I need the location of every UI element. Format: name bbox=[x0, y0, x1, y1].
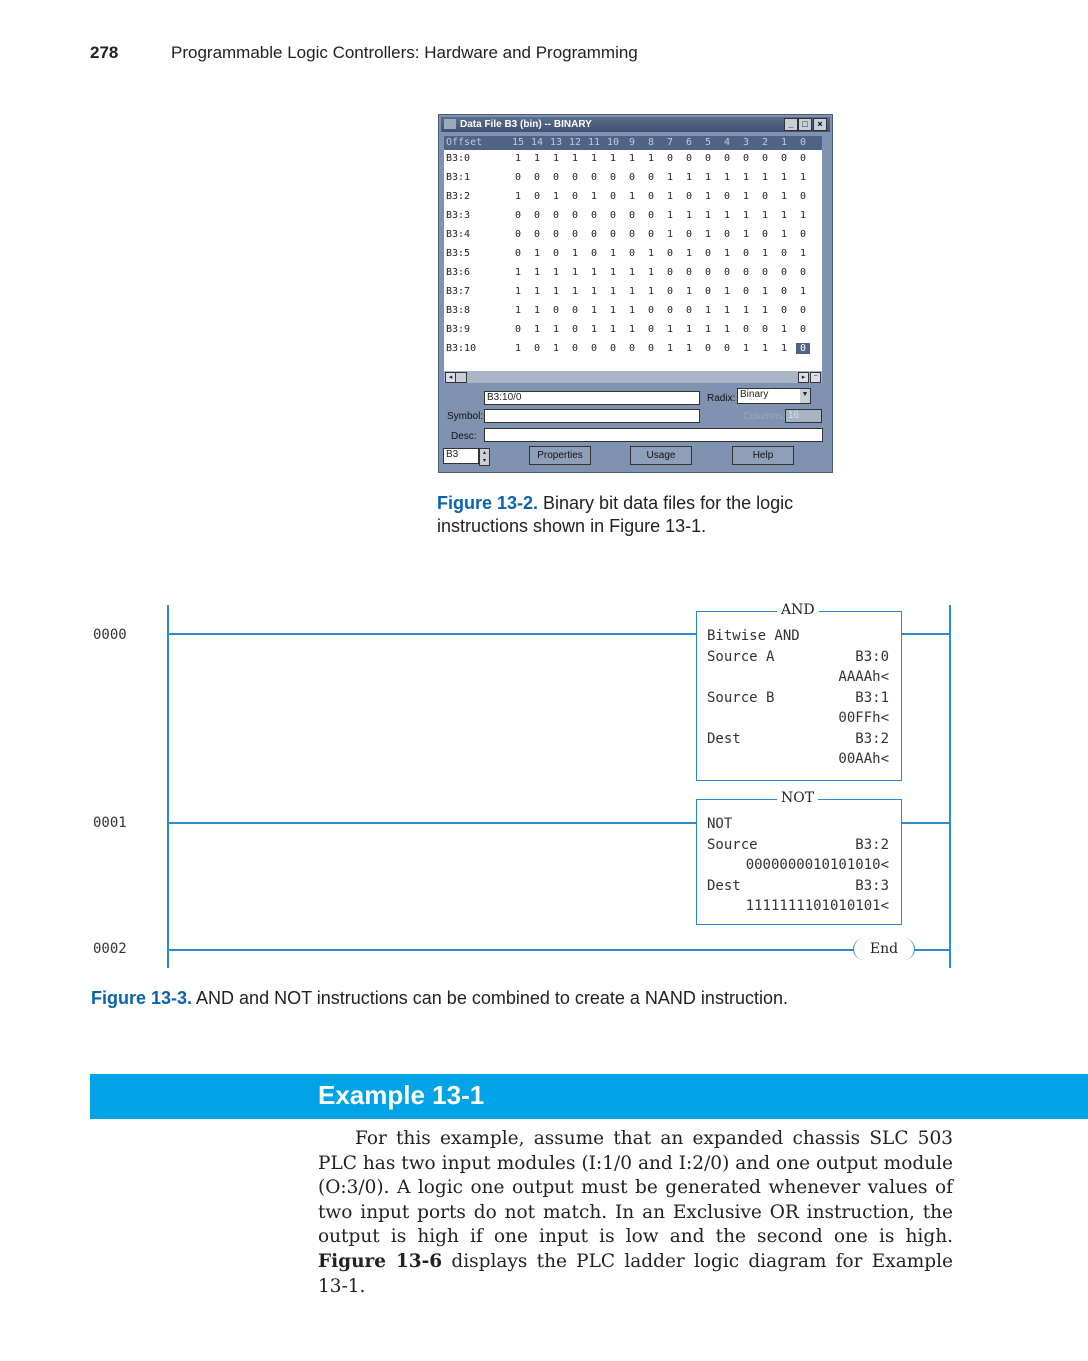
bit-cell[interactable]: 1 bbox=[723, 324, 731, 335]
bit-cell[interactable]: 1 bbox=[571, 248, 579, 259]
param-value: B3:2 bbox=[855, 836, 889, 853]
bit-cell[interactable]: 1 bbox=[533, 267, 541, 278]
bit-cell[interactable]: 1 bbox=[666, 210, 674, 221]
bit-cell[interactable]: 1 bbox=[666, 229, 674, 240]
bit-cell[interactable]: 0 bbox=[647, 229, 655, 240]
bit-cell[interactable]: 0 bbox=[647, 191, 655, 202]
desc-label: Desc: bbox=[451, 431, 477, 442]
figure-13-3-caption bbox=[91, 987, 788, 1010]
bit-cell[interactable]: 1 bbox=[571, 153, 579, 164]
bit-cell[interactable]: 1 bbox=[514, 191, 522, 202]
bit-cell[interactable]: 0 bbox=[552, 172, 560, 183]
bit-cell[interactable]: 0 bbox=[533, 343, 541, 354]
bit-cell[interactable]: 1 bbox=[761, 343, 769, 354]
bit-column-header: 14 bbox=[530, 137, 544, 148]
bit-column-header: 7 bbox=[666, 137, 674, 148]
bit-cell[interactable]: 0 bbox=[628, 343, 636, 354]
bit-cell[interactable]: 0 bbox=[609, 210, 617, 221]
bit-column-header: 13 bbox=[549, 137, 563, 148]
bit-cell[interactable]: 1 bbox=[647, 248, 655, 259]
bit-cell[interactable]: 1 bbox=[780, 343, 788, 354]
bit-cell[interactable]: 0 bbox=[628, 229, 636, 240]
bit-cell[interactable]: 1 bbox=[723, 248, 731, 259]
bit-cell[interactable]: 1 bbox=[552, 191, 560, 202]
bit-cell[interactable]: 0 bbox=[723, 229, 731, 240]
bit-cell[interactable]: 0 bbox=[571, 343, 579, 354]
bit-cell[interactable]: 1 bbox=[761, 210, 769, 221]
bit-cell[interactable]: 1 bbox=[628, 191, 636, 202]
scroll-thumb[interactable] bbox=[455, 372, 467, 383]
bit-cell[interactable]: 1 bbox=[685, 210, 693, 221]
bit-cell[interactable]: 1 bbox=[552, 343, 560, 354]
bit-cell[interactable]: 0 bbox=[666, 286, 674, 297]
bit-cell[interactable]: 1 bbox=[628, 153, 636, 164]
bit-cell[interactable]: 1 bbox=[685, 324, 693, 335]
bit-column-header: 9 bbox=[628, 137, 636, 148]
title-bar bbox=[441, 117, 830, 132]
param-label: Source B bbox=[707, 689, 775, 706]
bit-cell[interactable]: 0 bbox=[723, 267, 731, 278]
rung-number: 0002 bbox=[93, 941, 127, 957]
bit-cell[interactable]: 0 bbox=[723, 153, 731, 164]
horizontal-scrollbar[interactable] bbox=[444, 371, 822, 383]
usage-button[interactable]: Usage bbox=[630, 446, 692, 465]
param-value: AAAAh< bbox=[838, 669, 889, 685]
param-value: 00AAh< bbox=[838, 751, 889, 767]
body-text: For this example, assume that an expanded chassis SLC 503 PLC has two input modules (I:1/0 and I:2/0) and one output module (O:3/0). A logic one output must be generated whenever values of two input ports do not match. In an Exclusive OR instruction, the output is high if one input is low and the second one is high. bbox=[318, 1128, 953, 1248]
columns-value: 16 bbox=[788, 410, 800, 421]
bit-cell[interactable]: 1 bbox=[628, 267, 636, 278]
rung-number: 0001 bbox=[93, 815, 127, 831]
bit-cell[interactable]: 0 bbox=[685, 229, 693, 240]
bit-cell[interactable]: 0 bbox=[533, 172, 541, 183]
bit-cell[interactable]: 1 bbox=[704, 210, 712, 221]
help-button[interactable]: Help bbox=[732, 446, 794, 465]
bit-cell[interactable]: 0 bbox=[514, 229, 522, 240]
end-label: End bbox=[869, 941, 899, 957]
bit-cell[interactable]: 1 bbox=[723, 305, 731, 316]
bit-cell[interactable]: 0 bbox=[552, 248, 560, 259]
right-power-rail bbox=[949, 605, 951, 968]
bit-cell[interactable]: 0 bbox=[704, 286, 712, 297]
bit-cell[interactable]: 1 bbox=[590, 191, 598, 202]
caption-text-2: instructions shown in Figure 13-1. bbox=[437, 516, 707, 536]
bit-cell[interactable]: 0 bbox=[666, 153, 674, 164]
bit-cell[interactable]: 0 bbox=[799, 267, 807, 278]
bit-cell[interactable]: 0 bbox=[628, 248, 636, 259]
bit-cell[interactable]: 1 bbox=[761, 305, 769, 316]
bit-cell[interactable]: 1 bbox=[514, 267, 522, 278]
bit-column-header: 4 bbox=[723, 137, 731, 148]
bit-cell[interactable]: 1 bbox=[552, 153, 560, 164]
block-title: AND bbox=[777, 602, 819, 618]
bit-cell[interactable]: 0 bbox=[514, 172, 522, 183]
bit-cell[interactable]: 1 bbox=[704, 172, 712, 183]
bit-cell[interactable]: 1 bbox=[742, 229, 750, 240]
bit-cell[interactable]: 0 bbox=[799, 229, 807, 240]
bit-cell[interactable]: 1 bbox=[704, 229, 712, 240]
row-offset: B3:10 bbox=[446, 343, 477, 354]
bit-cell[interactable]: 1 bbox=[685, 343, 693, 354]
bit-column-header: 11 bbox=[587, 137, 601, 148]
maximize-button[interactable]: □ bbox=[798, 118, 812, 131]
bit-cell[interactable]: 0 bbox=[590, 343, 598, 354]
desc-field[interactable] bbox=[484, 428, 823, 442]
bit-cell[interactable]: 0 bbox=[685, 191, 693, 202]
param-label: Source A bbox=[707, 648, 775, 665]
bit-cell[interactable]: 1 bbox=[533, 286, 541, 297]
bit-cell[interactable]: 1 bbox=[761, 248, 769, 259]
bit-column-header: 15 bbox=[511, 137, 525, 148]
bit-cell[interactable]: 0 bbox=[590, 172, 598, 183]
symbol-label: Symbol: bbox=[447, 411, 484, 422]
bit-cell[interactable]: 0 bbox=[723, 191, 731, 202]
data-file-window bbox=[438, 114, 833, 473]
bit-cell[interactable]: 1 bbox=[647, 267, 655, 278]
properties-button[interactable]: Properties bbox=[529, 446, 591, 465]
bit-cell[interactable]: 1 bbox=[552, 324, 560, 335]
bit-cell[interactable]: 1 bbox=[704, 324, 712, 335]
bit-cell[interactable]: 1 bbox=[799, 248, 807, 259]
bit-cell[interactable]: 0 bbox=[571, 210, 579, 221]
bit-cell[interactable]: 0 bbox=[780, 153, 788, 164]
bit-cell[interactable]: 1 bbox=[552, 267, 560, 278]
bit-cell[interactable]: 1 bbox=[590, 324, 598, 335]
close-button[interactable]: × bbox=[813, 118, 827, 131]
bit-cell[interactable]: 0 bbox=[552, 305, 560, 316]
bit-cell[interactable]: 0 bbox=[590, 248, 598, 259]
bit-cell[interactable]: 1 bbox=[647, 286, 655, 297]
example-banner bbox=[90, 1074, 1088, 1119]
bit-cell[interactable]: 0 bbox=[780, 305, 788, 316]
bit-cell[interactable]: 1 bbox=[609, 248, 617, 259]
bit-cell[interactable]: 1 bbox=[780, 324, 788, 335]
bit-cell[interactable]: 0 bbox=[571, 305, 579, 316]
caption-text: AND and NOT instructions can be combined to create a NAND instruction. bbox=[192, 988, 788, 1008]
row-offset: B3:3 bbox=[446, 210, 471, 221]
param-value: B3:2 bbox=[855, 730, 889, 747]
bit-cell[interactable]: 0 bbox=[742, 267, 750, 278]
bit-cell[interactable]: 1 bbox=[533, 248, 541, 259]
bit-cell[interactable]: 1 bbox=[571, 267, 579, 278]
bit-cell[interactable]: 1 bbox=[533, 324, 541, 335]
bit-cell[interactable]: 0 bbox=[533, 210, 541, 221]
page-number: 278 bbox=[90, 43, 119, 62]
data-grid[interactable] bbox=[444, 136, 822, 371]
bit-column-header: 12 bbox=[568, 137, 582, 148]
bit-cell[interactable]: 0 bbox=[533, 229, 541, 240]
bit-cell[interactable]: 0 bbox=[666, 248, 674, 259]
columns-select bbox=[785, 409, 822, 423]
chevron-down-icon[interactable]: ▼ bbox=[800, 389, 810, 403]
bit-column-header: 5 bbox=[704, 137, 712, 148]
bit-cell[interactable]: 0 bbox=[742, 324, 750, 335]
bit-cell[interactable]: 0 bbox=[514, 210, 522, 221]
minimize-button[interactable]: _ bbox=[784, 118, 798, 131]
bit-cell[interactable]: 0 bbox=[552, 210, 560, 221]
bit-cell[interactable]: 1 bbox=[609, 324, 617, 335]
row-offset: B3:2 bbox=[446, 191, 471, 202]
bit-cell[interactable]: 0 bbox=[590, 210, 598, 221]
bit-cell[interactable]: 1 bbox=[514, 286, 522, 297]
not-instruction-block[interactable] bbox=[696, 790, 902, 925]
row-offset: B3:4 bbox=[446, 229, 471, 240]
bit-cell[interactable]: 0 bbox=[514, 248, 522, 259]
figure-13-2-caption bbox=[437, 492, 793, 538]
row-offset: B3:9 bbox=[446, 324, 471, 335]
bit-cell[interactable]: 0 bbox=[666, 267, 674, 278]
bit-cell[interactable]: 0 bbox=[571, 172, 579, 183]
bit-cell[interactable]: 1 bbox=[761, 286, 769, 297]
bit-column-header: 8 bbox=[647, 137, 655, 148]
address-field[interactable]: B3:10/0 bbox=[484, 391, 700, 405]
bit-cell[interactable]: 0 bbox=[761, 267, 769, 278]
bit-cell[interactable]: 0 bbox=[780, 248, 788, 259]
bit-cell[interactable]: 0 bbox=[609, 229, 617, 240]
bit-cell[interactable]: 1 bbox=[590, 286, 598, 297]
bit-cell[interactable]: 0 bbox=[742, 248, 750, 259]
row-offset: B3:7 bbox=[446, 286, 471, 297]
bit-cell[interactable]: 0 bbox=[742, 286, 750, 297]
param-label: Source bbox=[707, 836, 758, 853]
bit-cell[interactable]: 0 bbox=[571, 191, 579, 202]
example-title: Example 13-1 bbox=[318, 1080, 485, 1110]
bit-cell[interactable]: 1 bbox=[742, 191, 750, 202]
param-value: B3:3 bbox=[855, 877, 889, 894]
bit-cell[interactable]: 0 bbox=[704, 267, 712, 278]
bit-cell[interactable]: 1 bbox=[704, 305, 712, 316]
bit-cell[interactable]: 0 bbox=[628, 210, 636, 221]
param-label: Dest bbox=[707, 877, 741, 894]
bit-cell[interactable]: 0 bbox=[609, 343, 617, 354]
grid-header bbox=[444, 136, 822, 150]
bit-cell[interactable]: 1 bbox=[514, 305, 522, 316]
bit-cell[interactable]: 1 bbox=[761, 172, 769, 183]
bit-cell[interactable]: 0 bbox=[761, 229, 769, 240]
bit-cell[interactable]: 1 bbox=[609, 305, 617, 316]
bit-cell[interactable]: 0 bbox=[685, 305, 693, 316]
rung-wire bbox=[902, 633, 949, 635]
end-instruction[interactable] bbox=[853, 938, 915, 960]
columns-label: Columns: bbox=[743, 411, 786, 422]
bit-column-header: 2 bbox=[761, 137, 769, 148]
bit-cell[interactable]: 0 bbox=[571, 229, 579, 240]
bit-cell[interactable]: 1 bbox=[590, 305, 598, 316]
bit-cell[interactable]: 0 bbox=[796, 343, 810, 354]
bit-cell[interactable]: 1 bbox=[666, 324, 674, 335]
collapse-icon[interactable]: − bbox=[810, 372, 821, 383]
bit-cell[interactable]: 1 bbox=[609, 286, 617, 297]
bit-cell[interactable]: 1 bbox=[666, 191, 674, 202]
bit-cell[interactable]: 0 bbox=[628, 172, 636, 183]
bit-cell[interactable]: 1 bbox=[628, 286, 636, 297]
bit-cell[interactable]: 1 bbox=[628, 305, 636, 316]
left-power-rail bbox=[167, 605, 169, 968]
bit-cell[interactable]: 1 bbox=[742, 343, 750, 354]
block-title: NOT bbox=[777, 790, 818, 806]
param-value: 1111111101010101< bbox=[745, 898, 889, 914]
bit-cell[interactable]: 1 bbox=[780, 229, 788, 240]
app-icon bbox=[444, 119, 456, 129]
bit-cell[interactable]: 1 bbox=[780, 191, 788, 202]
symbol-field[interactable] bbox=[484, 409, 700, 423]
bit-cell[interactable]: 0 bbox=[799, 191, 807, 202]
bit-cell[interactable]: 0 bbox=[666, 305, 674, 316]
bit-cell[interactable]: 0 bbox=[647, 324, 655, 335]
bit-cell[interactable]: 0 bbox=[761, 324, 769, 335]
bit-cell[interactable]: 0 bbox=[761, 191, 769, 202]
param-value: 00FFh< bbox=[838, 710, 889, 726]
bit-cell[interactable]: 1 bbox=[742, 305, 750, 316]
bit-cell[interactable]: 1 bbox=[780, 172, 788, 183]
rung-wire bbox=[168, 822, 696, 824]
bit-cell[interactable]: 1 bbox=[609, 267, 617, 278]
window-title: Data File B3 (bin) -- BINARY bbox=[460, 119, 592, 130]
bit-cell[interactable]: 0 bbox=[571, 324, 579, 335]
row-offset: B3:5 bbox=[446, 248, 471, 259]
bit-cell[interactable]: 0 bbox=[799, 153, 807, 164]
bit-cell[interactable]: 0 bbox=[723, 343, 731, 354]
bit-cell[interactable]: 1 bbox=[742, 172, 750, 183]
figure-label: Figure 13-2. bbox=[437, 493, 539, 513]
bit-cell[interactable]: 1 bbox=[514, 343, 522, 354]
bit-cell[interactable]: 0 bbox=[780, 267, 788, 278]
bit-cell[interactable]: 0 bbox=[704, 343, 712, 354]
bit-cell[interactable]: 0 bbox=[685, 153, 693, 164]
bit-cell[interactable]: 1 bbox=[514, 153, 522, 164]
row-offset: B3:6 bbox=[446, 267, 471, 278]
bit-cell[interactable]: 0 bbox=[609, 172, 617, 183]
bit-cell[interactable]: 0 bbox=[685, 267, 693, 278]
bit-cell[interactable]: 0 bbox=[552, 229, 560, 240]
param-label: Dest bbox=[707, 730, 741, 747]
bit-cell[interactable]: 1 bbox=[799, 286, 807, 297]
bit-cell[interactable]: 1 bbox=[590, 153, 598, 164]
bit-cell[interactable]: 1 bbox=[590, 267, 598, 278]
bit-cell[interactable]: 1 bbox=[666, 172, 674, 183]
param-label: Bitwise AND bbox=[707, 628, 800, 644]
file-field[interactable]: B3 bbox=[443, 448, 479, 464]
bit-cell[interactable]: 1 bbox=[685, 248, 693, 259]
bit-cell[interactable]: 1 bbox=[723, 172, 731, 183]
caption-text: Binary bit data files for the logic bbox=[538, 493, 794, 513]
bit-cell[interactable]: 0 bbox=[647, 343, 655, 354]
bit-cell[interactable]: 1 bbox=[533, 305, 541, 316]
bit-cell[interactable]: 1 bbox=[571, 286, 579, 297]
bit-cell[interactable]: 1 bbox=[552, 286, 560, 297]
bit-cell[interactable]: 1 bbox=[723, 286, 731, 297]
bit-cell[interactable]: 0 bbox=[647, 172, 655, 183]
figure-reference: Figure 13-6 bbox=[318, 1250, 443, 1272]
bit-cell[interactable]: 0 bbox=[514, 324, 522, 335]
bit-cell[interactable]: 0 bbox=[780, 286, 788, 297]
bit-cell[interactable]: 0 bbox=[761, 153, 769, 164]
bit-cell[interactable]: 1 bbox=[666, 343, 674, 354]
row-offset: B3:0 bbox=[446, 153, 471, 164]
radix-select[interactable] bbox=[737, 388, 811, 404]
bit-cell[interactable]: 0 bbox=[533, 191, 541, 202]
bit-cell[interactable]: 1 bbox=[685, 172, 693, 183]
bit-cell[interactable]: 1 bbox=[799, 210, 807, 221]
bit-cell[interactable]: 0 bbox=[609, 191, 617, 202]
param-value: B3:1 bbox=[855, 689, 889, 706]
bit-column-header: 10 bbox=[606, 137, 620, 148]
radix-value: Binary bbox=[740, 389, 769, 400]
rung-wire bbox=[168, 949, 854, 951]
example-body bbox=[318, 1127, 953, 1299]
param-value: 0000000010101010< bbox=[745, 857, 889, 873]
bit-cell[interactable]: 1 bbox=[609, 153, 617, 164]
radix-label: Radix: bbox=[707, 393, 736, 404]
row-offset: B3:8 bbox=[446, 305, 471, 316]
scroll-left-icon[interactable]: ◂ bbox=[445, 372, 456, 383]
row-offset: B3:1 bbox=[446, 172, 471, 183]
bit-cell[interactable]: 0 bbox=[799, 305, 807, 316]
bit-cell[interactable]: 1 bbox=[780, 210, 788, 221]
rung-wire bbox=[913, 949, 949, 951]
bit-cell[interactable]: 0 bbox=[704, 248, 712, 259]
bit-column-header: 0 bbox=[799, 137, 807, 148]
running-title: Programmable Logic Controllers: Hardware and Programming bbox=[171, 43, 638, 62]
bit-cell[interactable]: 1 bbox=[742, 210, 750, 221]
bit-cell[interactable]: 0 bbox=[742, 153, 750, 164]
scroll-right-icon[interactable]: ▸ bbox=[798, 372, 809, 383]
bit-cell[interactable]: 0 bbox=[799, 324, 807, 335]
rung-number: 0000 bbox=[93, 627, 127, 643]
bit-cell[interactable]: 0 bbox=[647, 305, 655, 316]
rung-wire bbox=[902, 822, 949, 824]
figure-label: Figure 13-3. bbox=[91, 988, 193, 1008]
bit-cell[interactable]: 1 bbox=[628, 324, 636, 335]
bit-column-header: 3 bbox=[742, 137, 750, 148]
bit-cell[interactable]: 1 bbox=[533, 153, 541, 164]
rung-wire bbox=[168, 633, 696, 635]
bit-column-header: 1 bbox=[780, 137, 788, 148]
bit-column-header: 6 bbox=[685, 137, 693, 148]
bit-cell[interactable]: 1 bbox=[647, 153, 655, 164]
and-instruction-block[interactable] bbox=[696, 602, 902, 781]
offset-header: Offset bbox=[446, 137, 483, 148]
bit-cell[interactable]: 0 bbox=[590, 229, 598, 240]
bit-cell[interactable]: 0 bbox=[647, 210, 655, 221]
bit-cell[interactable]: 1 bbox=[685, 286, 693, 297]
bit-cell[interactable]: 1 bbox=[723, 210, 731, 221]
bit-cell[interactable]: 1 bbox=[704, 191, 712, 202]
bit-cell[interactable]: 1 bbox=[799, 172, 807, 183]
param-value: B3:0 bbox=[855, 648, 889, 665]
bit-cell[interactable]: 0 bbox=[704, 153, 712, 164]
body-text: displays the PLC ladder logic diagram for Example 13-1. bbox=[318, 1250, 953, 1297]
param-label: NOT bbox=[707, 816, 733, 832]
file-spinner[interactable]: ▴ ▾ bbox=[479, 448, 490, 466]
